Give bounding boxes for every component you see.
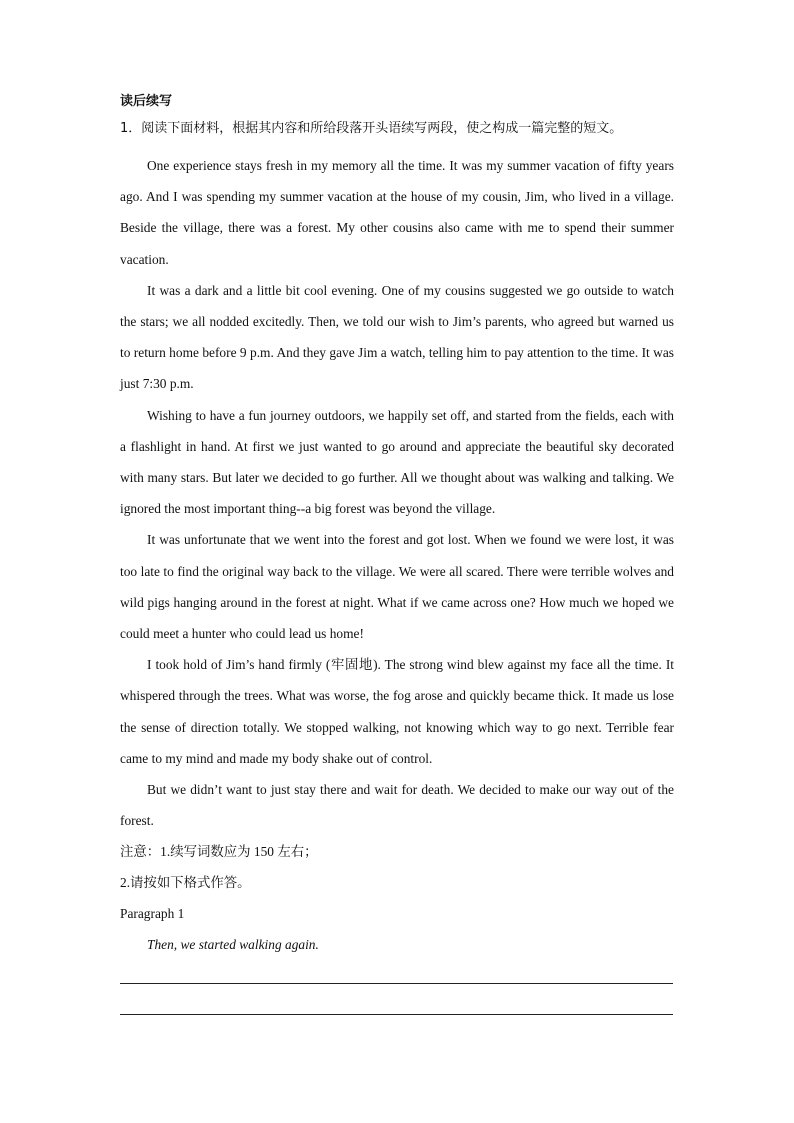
task-instruction: 1．阅读下面材料，根据其内容和所给段落开头语续写两段，使之构成一篇完整的短文。: [120, 121, 623, 136]
story-paragraph-4: It was unfortunate that we went into the forest and got lost. When we found we were lost, it was too late to find the original way back to the village. We were all scared. There were terrible wolves and wild pigs hanging around in the forest at night. What if we came across one? How much we hoped we could meet a hunter who could lead us home!: [120, 532, 674, 642]
note-word-count: 注意：1.续写词数应为 150 左右；: [120, 844, 318, 860]
section-heading: 读后续写: [120, 94, 173, 109]
story-paragraph-5: I took hold of Jim’s hand firmly (牢固地). The strong wind blew against my face all the time. It whispered through the trees. What was worse, the fog arose and quickly became thick. It made us lose the sense of direction totally. We stopped walking, not knowing which way to go next. Terrible fear came to my mind and made my body shake out of control.: [120, 657, 674, 766]
paragraph-label: Paragraph 1: [120, 906, 185, 922]
story-paragraph-1: One experience stays fresh in my memory all the time. It was my summer vacation of fifty years ago. And I was spending my summer vacation at the house of my cousin, Jim, who lived in a village. Beside the village, there was a forest. My other cousins also came with me to spend their summer vacation.: [120, 158, 674, 267]
note-format: 2.请按如下格式作答。: [120, 875, 251, 891]
story-paragraph-6: But we didn’t want to just stay there and wait for death. We decided to make our way out of the forest.: [120, 782, 674, 829]
answer-line[interactable]: [120, 983, 673, 984]
story-paragraph-3: Wishing to have a fun journey outdoors, we happily set off, and started from the fields, each with a flashlight in hand. At first we just wanted to go around and appreciate the beautiful sky decorated with many stars. But later we decided to go further. All we thought about was walking and talking. We ignored the most important thing--a big forest was beyond the village.: [120, 407, 674, 517]
paragraph-starter: Then, we started walking again.: [147, 937, 319, 953]
answer-line[interactable]: [120, 1014, 673, 1015]
document-page: [120, 92, 674, 1015]
story-paragraph-2: It was a dark and a little bit cool evening. One of my cousins suggested we go outside to watch the stars; we all nodded excitedly. Then, we told our wish to Jim’s parents, who agreed but warned us to return home before 9 p.m. And they gave Jim a watch, telling him to pay attention to the time. It was just 7:30 p.m.: [120, 282, 674, 392]
